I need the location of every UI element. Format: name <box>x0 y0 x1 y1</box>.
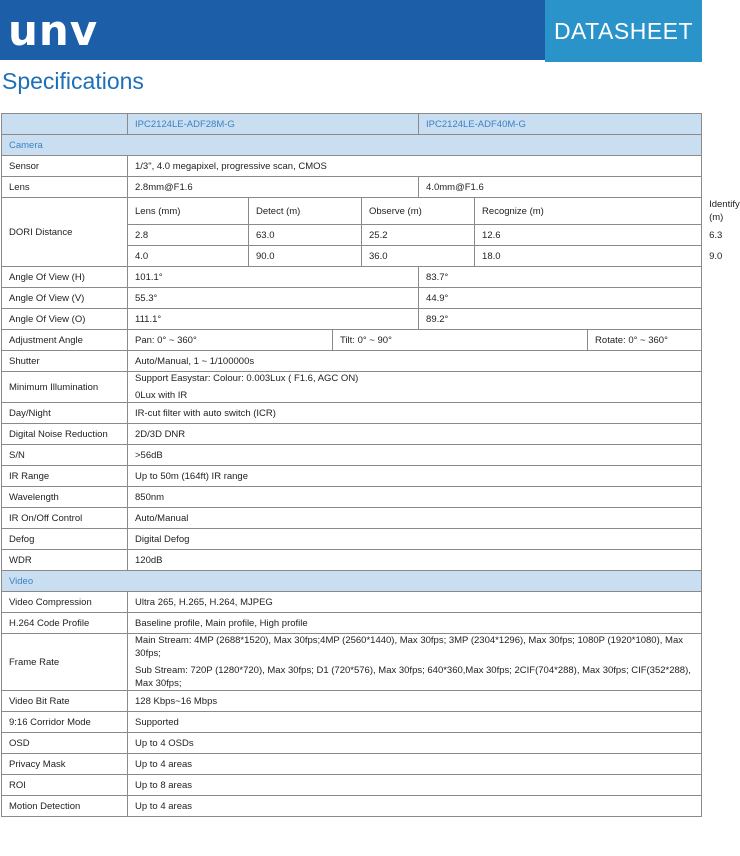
dori-cell: 2.8 <box>128 225 249 246</box>
dori-cell: 12.6 <box>475 225 702 246</box>
spec-row-wavelength <box>2 487 702 508</box>
spec-row-sensor <box>2 156 702 177</box>
adjustment-tilt: Tilt: 0° ~ 90° <box>333 330 588 351</box>
section-video <box>2 571 702 592</box>
spec-row-ir-range <box>2 466 702 487</box>
aov-o-value-2: 89.2° <box>419 309 702 330</box>
shutter-label: Shutter <box>2 351 128 372</box>
corridor-label: 9:16 Corridor Mode <box>2 712 128 733</box>
lens-value-1: 2.8mm@F1.6 <box>128 177 419 198</box>
spec-row-aov-h <box>2 267 702 288</box>
dori-cell: 18.0 <box>475 246 702 267</box>
adjustment-label: Adjustment Angle <box>2 330 128 351</box>
dnr-label: Digital Noise Reduction <box>2 424 128 445</box>
min-illumination-value <box>128 372 702 403</box>
ir-range-label: IR Range <box>2 466 128 487</box>
spec-row-min-illumination <box>2 372 702 403</box>
dori-header-detect: Detect (m) <box>249 198 362 225</box>
frame-rate-label: Frame Rate <box>2 634 128 691</box>
osd-label: OSD <box>2 733 128 754</box>
dori-header-observe: Observe (m) <box>362 198 475 225</box>
sensor-value: 1/3", 4.0 megapixel, progressive scan, CMOS <box>128 156 702 177</box>
spec-row-shutter <box>2 351 702 372</box>
dori-cell: 36.0 <box>362 246 475 267</box>
dori-header-row: DORI Distance Lens (mm) Detect (m) Observe (m) Recognize (m) Identify (m) <box>2 198 702 225</box>
aov-o-value-1: 111.1° <box>128 309 419 330</box>
sn-value: >56dB <box>128 445 702 466</box>
corridor-value: Supported <box>128 712 702 733</box>
spec-row-motion <box>2 796 702 817</box>
lens-label: Lens <box>2 177 128 198</box>
model-header-row <box>2 114 702 135</box>
lens-value-2: 4.0mm@F1.6 <box>419 177 702 198</box>
spec-row-ir-control <box>2 508 702 529</box>
model-2-name: IPC2124LE-ADF40M-G <box>419 114 702 135</box>
adjustment-pan: Pan: 0° ~ 360° <box>128 330 333 351</box>
bitrate-value: 128 Kbps~16 Mbps <box>128 691 702 712</box>
section-camera <box>2 135 702 156</box>
wdr-value: 120dB <box>128 550 702 571</box>
dori-header-recognize: Recognize (m) <box>475 198 702 225</box>
spec-row-aov-o <box>2 309 702 330</box>
h264-label: H.264 Code Profile <box>2 613 128 634</box>
privacy-label: Privacy Mask <box>2 754 128 775</box>
spec-row-frame-rate <box>2 634 702 691</box>
motion-value: Up to 4 areas <box>128 796 702 817</box>
spec-row-privacy <box>2 754 702 775</box>
dori-header-lens: Lens (mm) <box>128 198 249 225</box>
ir-control-value: Auto/Manual <box>128 508 702 529</box>
privacy-value: Up to 4 areas <box>128 754 702 775</box>
model-header-blank <box>2 114 128 135</box>
shutter-value: Auto/Manual, 1 ~ 1/100000s <box>128 351 702 372</box>
h264-value: Baseline profile, Main profile, High profile <box>128 613 702 634</box>
motion-label: Motion Detection <box>2 796 128 817</box>
aov-v-value-1: 55.3° <box>128 288 419 309</box>
frame-rate-main: Main Stream: 4MP (2688*1520), Max 30fps;4MP (2560*1440), Max 30fps; 3MP (2304*1296), Max 30fps; 1080P (1920*1080), Max 30fps; <box>135 635 683 659</box>
section-video-label: Video <box>2 571 702 592</box>
wdr-label: WDR <box>2 550 128 571</box>
model-1-name: IPC2124LE-ADF28M-G <box>128 114 419 135</box>
dori-row-2: 4.0 90.0 36.0 18.0 9.0 <box>2 246 702 267</box>
ir-range-value: Up to 50m (164ft) IR range <box>128 466 702 487</box>
aov-h-value-2: 83.7° <box>419 267 702 288</box>
page-title: Specifications <box>2 68 144 94</box>
aov-v-value-2: 44.9° <box>419 288 702 309</box>
dori-label: DORI Distance <box>2 198 128 267</box>
spec-row-wdr <box>2 550 702 571</box>
compression-label: Video Compression <box>2 592 128 613</box>
min-illumination-line-1: Support Easystar: Colour: 0.003Lux ( F1.6, AGC ON) <box>135 373 359 384</box>
wavelength-value: 850nm <box>128 487 702 508</box>
dori-cell: 63.0 <box>249 225 362 246</box>
aov-o-label: Angle Of View (O) <box>2 309 128 330</box>
ir-control-label: IR On/Off Control <box>2 508 128 529</box>
frame-rate-sub: Sub Stream: 720P (1280*720), Max 30fps; D1 (720*576), Max 30fps; 640*360,Max 30fps; 2CIF(704*288), Max 30fps; CIF(352*288), Max 30fps; <box>135 665 691 689</box>
day-night-label: Day/Night <box>2 403 128 424</box>
spec-row-dnr <box>2 424 702 445</box>
spec-row-corridor <box>2 712 702 733</box>
min-illumination-line-2: 0Lux with IR <box>135 390 188 401</box>
spec-row-sn <box>2 445 702 466</box>
spec-row-compression <box>2 592 702 613</box>
spec-table <box>1 113 740 817</box>
spec-row-h264 <box>2 613 702 634</box>
aov-h-value-1: 101.1° <box>128 267 419 288</box>
day-night-value: IR-cut filter with auto switch (ICR) <box>128 403 702 424</box>
compression-value: Ultra 265, H.265, H.264, MJPEG <box>128 592 702 613</box>
min-illumination-label: Minimum Illumination <box>2 372 128 403</box>
dori-cell: 4.0 <box>128 246 249 267</box>
datasheet-badge: DATASHEET <box>545 0 702 62</box>
spec-row-roi <box>2 775 702 796</box>
bitrate-label: Video Bit Rate <box>2 691 128 712</box>
dori-row-1: 2.8 63.0 25.2 12.6 6.3 <box>2 225 702 246</box>
roi-label: ROI <box>2 775 128 796</box>
spec-row-day-night <box>2 403 702 424</box>
aov-h-label: Angle Of View (H) <box>2 267 128 288</box>
aov-v-label: Angle Of View (V) <box>2 288 128 309</box>
spec-row-lens <box>2 177 702 198</box>
spec-row-aov-v <box>2 288 702 309</box>
osd-value: Up to 4 OSDs <box>128 733 702 754</box>
frame-rate-value <box>128 634 702 691</box>
dori-cell: 25.2 <box>362 225 475 246</box>
spec-row-defog <box>2 529 702 550</box>
sn-label: S/N <box>2 445 128 466</box>
defog-label: Defog <box>2 529 128 550</box>
roi-value: Up to 8 areas <box>128 775 702 796</box>
wavelength-label: Wavelength <box>2 487 128 508</box>
dnr-value: 2D/3D DNR <box>128 424 702 445</box>
section-camera-label: Camera <box>2 135 702 156</box>
adjustment-rotate: Rotate: 0° ~ 360° <box>588 330 702 351</box>
sensor-label: Sensor <box>2 156 128 177</box>
spec-row-osd <box>2 733 702 754</box>
spec-row-bitrate <box>2 691 702 712</box>
spec-row-adjustment <box>2 330 702 351</box>
brand-logo: unv <box>8 5 99 55</box>
defog-value: Digital Defog <box>128 529 702 550</box>
dori-cell: 90.0 <box>249 246 362 267</box>
